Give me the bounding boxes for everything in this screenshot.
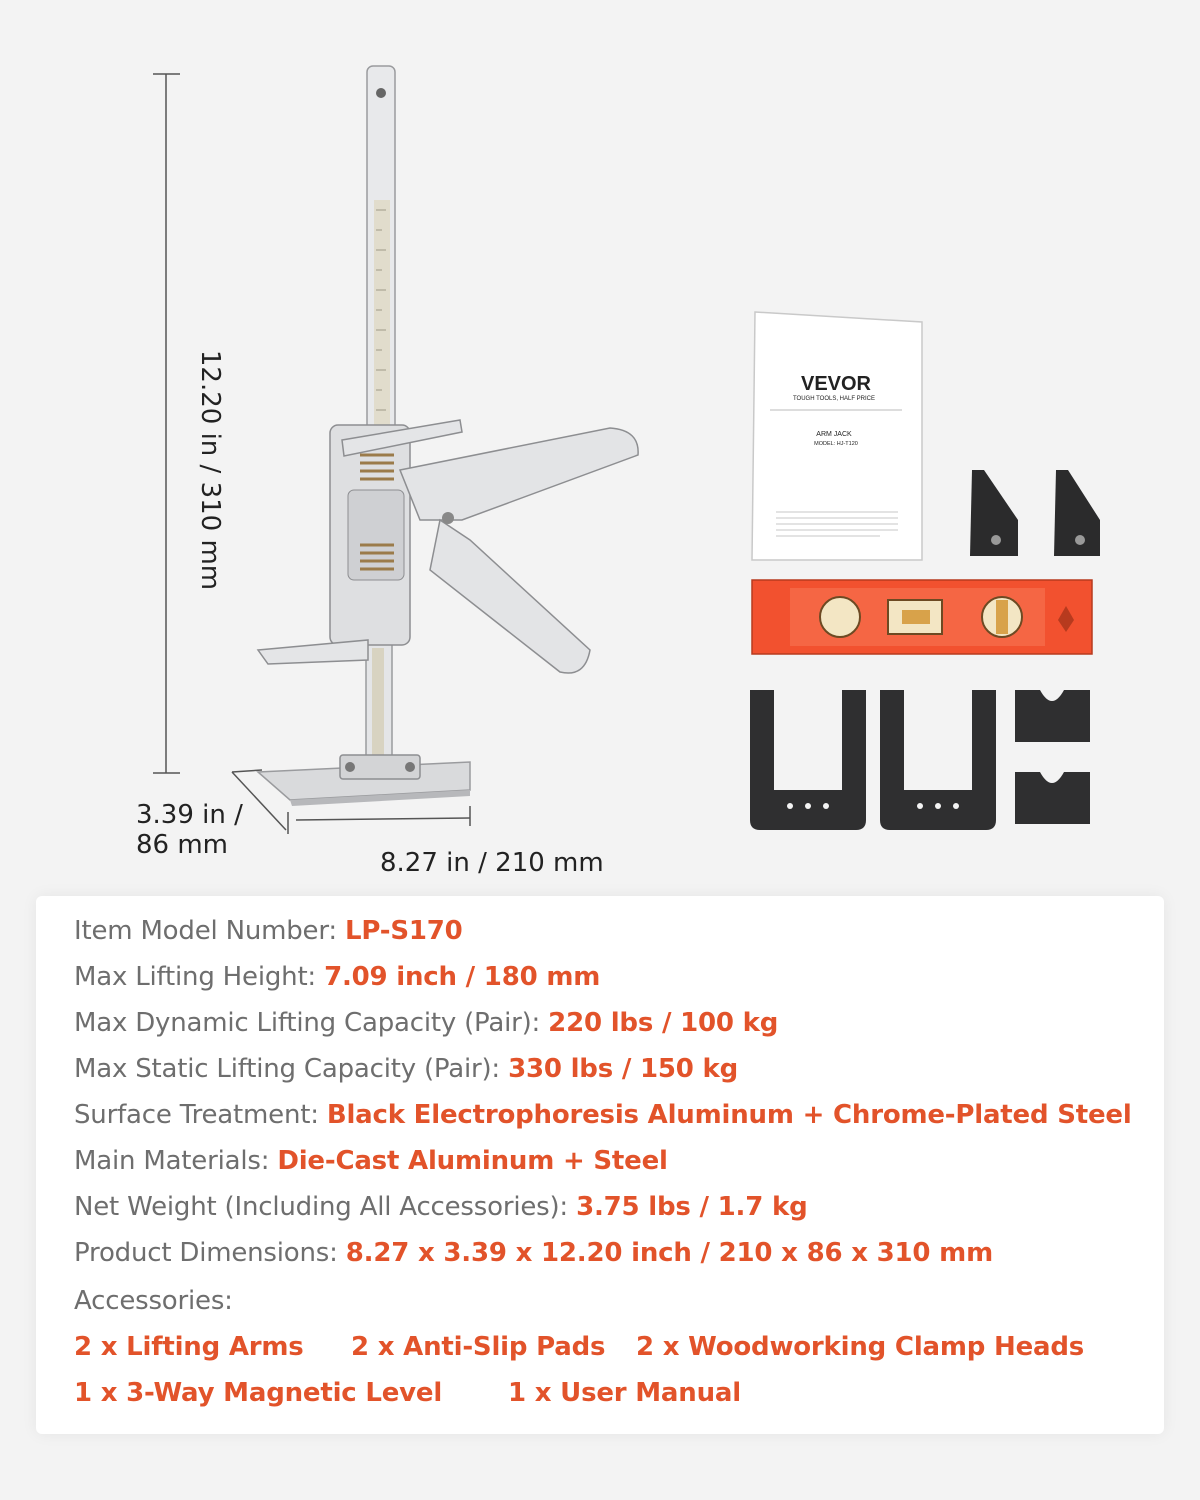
depth-dimension-label-line1: 3.39 in / [136,800,243,830]
accessory-item: 2 x Woodworking Clamp Heads [636,1332,1085,1362]
width-dimension-label: 8.27 in / 210 mm [380,848,604,878]
spec-dynamic-capacity [74,1008,778,1038]
depth-dimension-label-line2: 86 mm [136,830,229,860]
manual-model: MODEL: HJ-T120 [814,441,858,447]
spec-value: 7.09 inch / 180 mm [324,962,601,992]
specifications-card [36,896,1164,1434]
anti-slip-pads-image [1015,690,1090,824]
spec-value: Die-Cast Aluminum + Steel [277,1146,668,1176]
spec-product-dimensions [74,1238,993,1268]
spec-label: Item Model Number: [74,916,345,946]
spec-value: Black Electrophoresis Aluminum + Chrome-Plated Steel [326,1100,1132,1130]
spec-value: 3.75 lbs / 1.7 kg [576,1192,808,1222]
accessory-item: 1 x 3-Way Magnetic Level [74,1378,443,1408]
lifting-arms-image [750,690,996,830]
spec-static-capacity [74,1054,738,1084]
spec-label: Net Weight (Including All Accessories): [74,1192,577,1222]
spec-net-weight [74,1192,807,1222]
spec-label: Max Dynamic Lifting Capacity (Pair): [74,1008,549,1038]
height-dimension-line [153,74,180,773]
accessory-item: 1 x User Manual [508,1378,741,1408]
accessory-item: 2 x Lifting Arms [74,1332,304,1362]
accessory-item: 2 x Anti-Slip Pads [351,1332,606,1362]
user-manual-image [752,312,922,560]
spec-value: 220 lbs / 100 kg [548,1008,779,1038]
height-dimension-label: 12.20 in / 310 mm [195,349,226,591]
spec-model-number [74,916,463,946]
spec-label: Max Lifting Height: [74,962,325,992]
spec-value: 330 lbs / 150 kg [508,1054,739,1084]
spec-label: Surface Treatment: [74,1100,327,1130]
manual-brand: VEVOR [800,373,872,395]
magnetic-level-image [752,580,1092,654]
spec-main-materials [74,1146,668,1176]
spec-value: 8.27 x 3.39 x 12.20 inch / 210 x 86 x 310 mm [345,1238,993,1268]
spec-surface-treatment [74,1100,1132,1130]
spec-label: Product Dimensions: [74,1238,346,1268]
spec-value: LP-S170 [345,916,463,946]
accessories-heading: Accessories: [74,1286,233,1316]
width-dimension-line [288,806,470,834]
arm-jack-tool [258,66,638,806]
spec-max-lifting-height [74,962,600,992]
spec-label: Main Materials: [74,1146,278,1176]
spec-label: Max Static Lifting Capacity (Pair): [74,1054,509,1084]
manual-tagline: TOUGH TOOLS, HALF PRICE [792,396,876,402]
clamp-heads-image [970,470,1100,556]
manual-product: ARM JACK [816,431,852,438]
